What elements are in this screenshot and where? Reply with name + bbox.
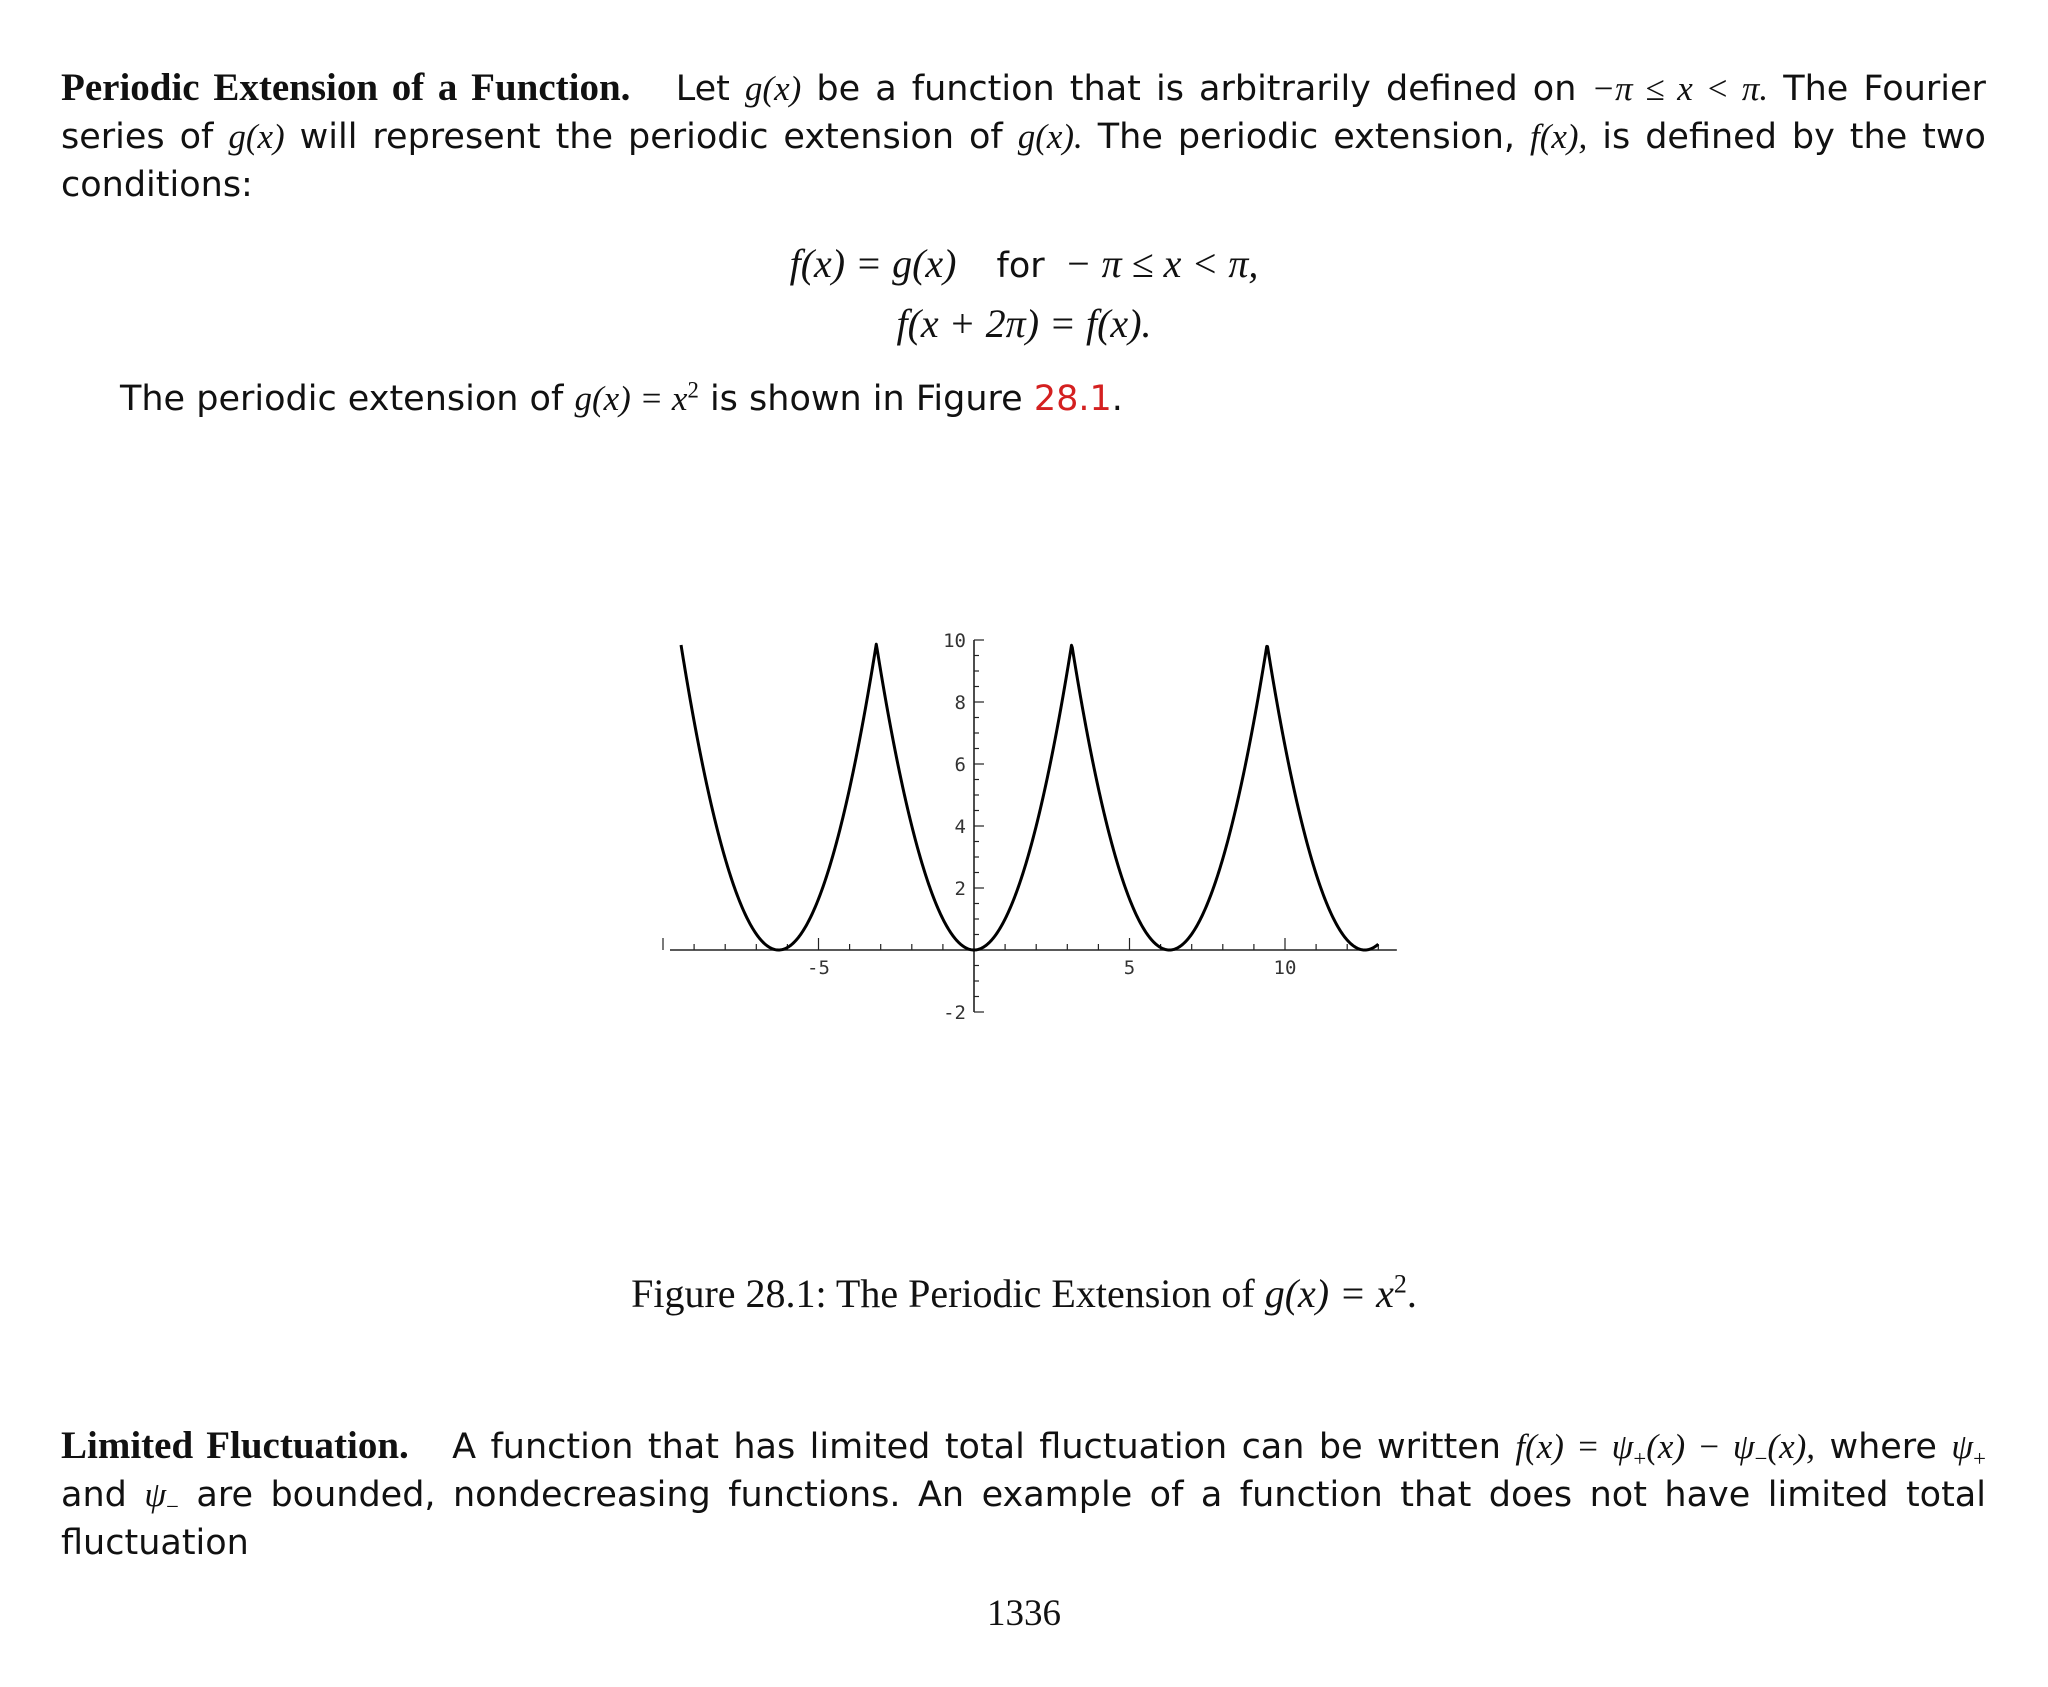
- y-tick-label: 2: [954, 878, 966, 900]
- equation-line-2: f(x + 2π) = f(x).: [896, 301, 1152, 346]
- y-tick-label: 4: [954, 816, 966, 838]
- section-heading-limited-fluctuation: Limited Fluctuation.: [61, 1424, 409, 1467]
- x-tick-label: -5: [807, 957, 830, 979]
- figure-caption: Figure 28.1: The Periodic Extension of $g(x) = x^2$.: [631, 1269, 1417, 1316]
- page-number: 1336: [987, 1593, 1061, 1634]
- periodic-extension-paragraph: Periodic Extension of a Function. Let g(x) be a function that is arbitrarily defined on −π ≤ x < π. The Fourier series of g(x) will represent the periodic extension of g(x). The periodic extension, f(x), is defined by the two conditions:: [61, 66, 1986, 205]
- limited-fluctuation-paragraph: Limited Fluctuation. A function that has limited total fluctuation can be written $f(x) = \psi_+(x) - \psi_-(x)$, where $\psi_+$ and $\psi_-$ are bounded, nondecreasing functions. An example of a function that does not have limited total fluctuation: [61, 1424, 1986, 1563]
- x-tick-label: 10: [1273, 957, 1297, 979]
- x-tick-label: 5: [1123, 957, 1136, 979]
- y-tick-label: 10: [943, 630, 966, 652]
- figure-link[interactable]: 28.1: [1033, 379, 1112, 419]
- figure-reference-sentence: The periodic extension of $g(x) = x^2$ is shown in Figure 28.1.: [120, 377, 1123, 419]
- y-tick-label: 8: [954, 692, 966, 714]
- series-line: [681, 644, 1378, 950]
- section-heading-periodic-extension: Periodic Extension of a Function.: [61, 66, 631, 109]
- y-tick-label: 6: [954, 754, 966, 776]
- equation-line-1: f(x) = g(x) for − π ≤ x < π,: [789, 241, 1259, 286]
- y-tick-label: -2: [943, 1002, 966, 1024]
